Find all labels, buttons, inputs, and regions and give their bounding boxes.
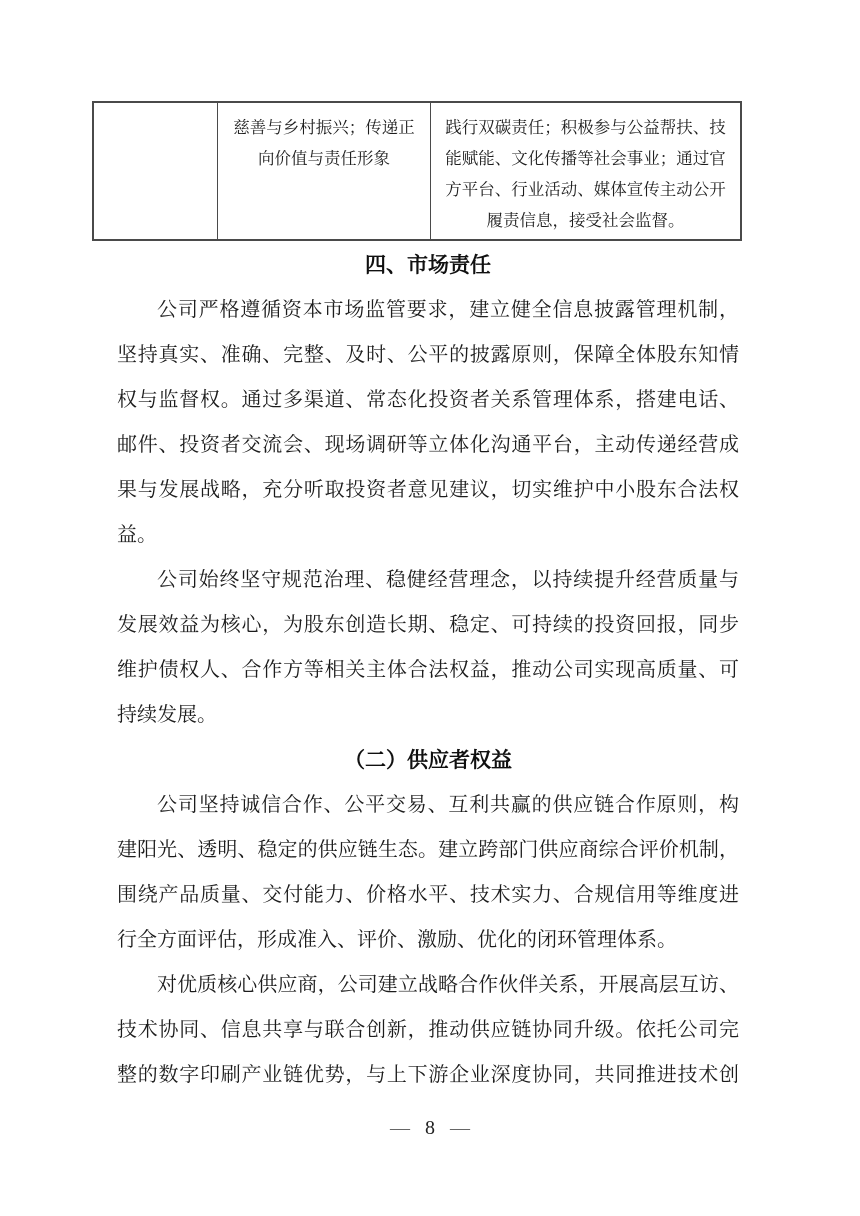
section-heading: （二）供应者权益 xyxy=(344,749,512,772)
page-footer xyxy=(0,1106,860,1151)
paragraph-line: 建阳光、透明、稳定的供应链生态。建立跨部门供应商综合评价机制， xyxy=(117,839,739,861)
table-cell xyxy=(217,103,430,239)
table-row xyxy=(94,103,740,239)
paragraph-line: 权与监督权。通过多渠道、常态化投资者关系管理体系，搭建电话、 xyxy=(117,389,739,411)
paragraph xyxy=(117,783,739,963)
paragraph-line: 技术协同、信息共享与联合创新，推动供应链协同升级。依托公司完 xyxy=(117,1019,739,1041)
paragraph-line: 果与发展战略，充分听取投资者意见建议，切实维护中小股东合法权 xyxy=(117,479,739,501)
paragraph-line: 公司始终坚守规范治理、稳健经营理念，以持续提升经营质量与 xyxy=(157,569,739,591)
paragraph-line: 邮件、投资者交流会、现场调研等立体化沟通平台，主动传递经营成 xyxy=(117,434,739,456)
paragraph-line: 整的数字印刷产业链优势，与上下游企业深度协同，共同推进技术创 xyxy=(117,1064,739,1086)
paragraph xyxy=(117,558,739,738)
table-cell-line: 方平台、行业活动、媒体宣传主动公开 xyxy=(445,180,726,199)
paragraph-line: 公司坚持诚信合作、公平交易、互利共赢的供应链合作原则，构 xyxy=(157,794,739,816)
paragraph-line: 坚持真实、准确、完整、及时、公平的披露原则，保障全体股东知情 xyxy=(117,344,739,366)
footer-left-dash: — xyxy=(390,1117,410,1139)
table-cell-line: 履责信息，接受社会监督。 xyxy=(486,211,685,230)
table-cell-line: 向价值与责任形象 xyxy=(258,149,390,168)
paragraph-line: 公司严格遵循资本市场监管要求，建立健全信息披露管理机制， xyxy=(157,299,739,321)
paragraph-line: 围绕产品质量、交付能力、价格水平、技术实力、合规信用等维度进 xyxy=(117,884,739,906)
table-cell xyxy=(94,103,217,239)
section-heading: 四、市场责任 xyxy=(365,254,491,277)
paragraph xyxy=(117,288,739,558)
table-cell-line: 践行双碳责任；积极参与公益帮扶、技 xyxy=(445,118,726,137)
paragraph-line: 持续发展。 xyxy=(117,704,217,726)
paragraph-line: 益。 xyxy=(117,524,157,546)
esg-table xyxy=(92,101,742,241)
paragraph-line: 对优质核心供应商，公司建立战略合作伙伴关系，开展高层互访、 xyxy=(157,974,739,996)
table-cell xyxy=(430,103,740,239)
table-cell-line: 慈善与乡村振兴；传递正 xyxy=(233,118,415,137)
document-body xyxy=(117,243,739,1098)
paragraph-line: 发展效益为核心，为股东创造长期、稳定、可持续的投资回报，同步 xyxy=(117,614,739,636)
footer-page-number: 8 xyxy=(425,1117,435,1139)
paragraph xyxy=(117,963,739,1098)
footer-right-dash: — xyxy=(450,1117,470,1139)
paragraph-line: 行全方面评估，形成准入、评价、激励、优化的闭环管理体系。 xyxy=(117,929,677,951)
paragraph-line: 维护债权人、合作方等相关主体合法权益，推动公司实现高质量、可 xyxy=(117,659,739,681)
table-cell-line: 能赋能、文化传播等社会事业；通过官 xyxy=(445,149,726,168)
